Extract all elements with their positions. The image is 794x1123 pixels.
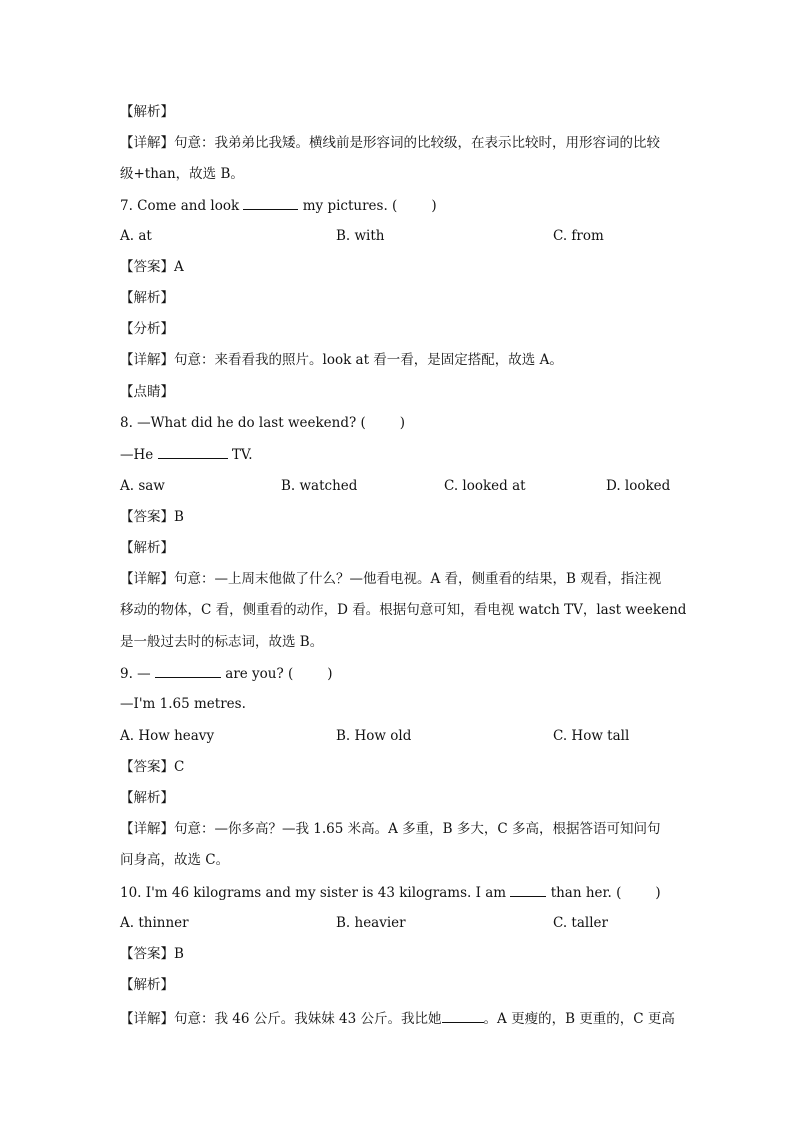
explanation-line: 【详解】句意：—你多高？—我 1.65 米高。A 多重，B 多大，C 多高，根据答语可知问句 (120, 821, 661, 837)
question-10-stem: 10. I'm 46 kilograms and my sister is 43 kilograms. I am than her. ( ) (120, 882, 661, 902)
question-8-stem: 8. —What did he do last weekend? ( ) (120, 415, 406, 431)
analysis-heading: 【解析】 (120, 790, 174, 806)
option-d: D. looked (606, 478, 671, 494)
option-b: B. heavier (336, 915, 406, 931)
question-9-options (120, 726, 720, 746)
option-b: B. with (336, 228, 385, 244)
question-9-reply: —I'm 1.65 metres. (120, 696, 246, 712)
explanation-line: 【详解】句意：—上周末他做了什么？—他看电视。A 看，侧重看的结果，B 观看，指注视 (120, 571, 662, 587)
answer-line: 【答案】B (120, 946, 184, 962)
analysis-subheading: 【分析】 (120, 321, 174, 337)
explanation-line: 【详解】句意：我弟弟比我矮。横线前是形容词的比较级，在表示比较时，用形容词的比较 (120, 135, 660, 151)
answer-blank (510, 882, 546, 897)
option-c: C. taller (553, 915, 608, 931)
question-8-options (120, 476, 680, 496)
answer-blank (243, 195, 298, 210)
analysis-heading: 【解析】 (120, 104, 174, 120)
question-7-options (120, 226, 720, 246)
option-a: A. How heavy (120, 728, 215, 744)
explanation-line: 移动的物体，C 看，侧重看的动作，D 看。根据句意可知，看电视 watch TV，last weekend (120, 602, 687, 618)
answer-blank (158, 444, 228, 459)
option-c: C. How tall (553, 728, 630, 744)
option-b: B. How old (336, 728, 412, 744)
explanation-line: 【详解】句意：来看看我的照片。look at 看一看，是固定搭配，故选 A。 (120, 352, 563, 368)
question-10-options (120, 913, 720, 933)
analysis-heading: 【解析】 (120, 977, 174, 993)
question-7-stem: 7. Come and look my pictures. ( ) (120, 195, 437, 215)
question-8-reply: —He TV. (120, 444, 253, 464)
answer-blank (442, 1008, 484, 1023)
option-c: C. from (553, 228, 604, 244)
explanation-line: 问身高，故选 C。 (120, 852, 230, 868)
question-9-stem: 9. — are you? ( ) (120, 663, 333, 683)
answer-line: 【答案】A (120, 259, 184, 275)
answer-blank (155, 663, 221, 678)
analysis-heading: 【解析】 (120, 540, 174, 556)
explanation-line: 级+than，故选 B。 (120, 166, 244, 182)
option-a: A. at (120, 228, 152, 244)
option-c: C. looked at (444, 478, 526, 494)
answer-line: 【答案】B (120, 509, 184, 525)
explanation-line: 是一般过去时的标志词，故选 B。 (120, 634, 324, 650)
answer-line: 【答案】C (120, 759, 185, 775)
option-a: A. thinner (120, 915, 189, 931)
option-b: B. watched (281, 478, 358, 494)
option-a: A. saw (120, 478, 165, 494)
remark-heading: 【点睛】 (120, 384, 174, 400)
analysis-heading: 【解析】 (120, 290, 174, 306)
explanation-line: 【详解】句意：我 46 公斤。我妹妹 43 公斤。我比她 。A 更瘦的，B 更重的，C 更高 (120, 1008, 675, 1028)
